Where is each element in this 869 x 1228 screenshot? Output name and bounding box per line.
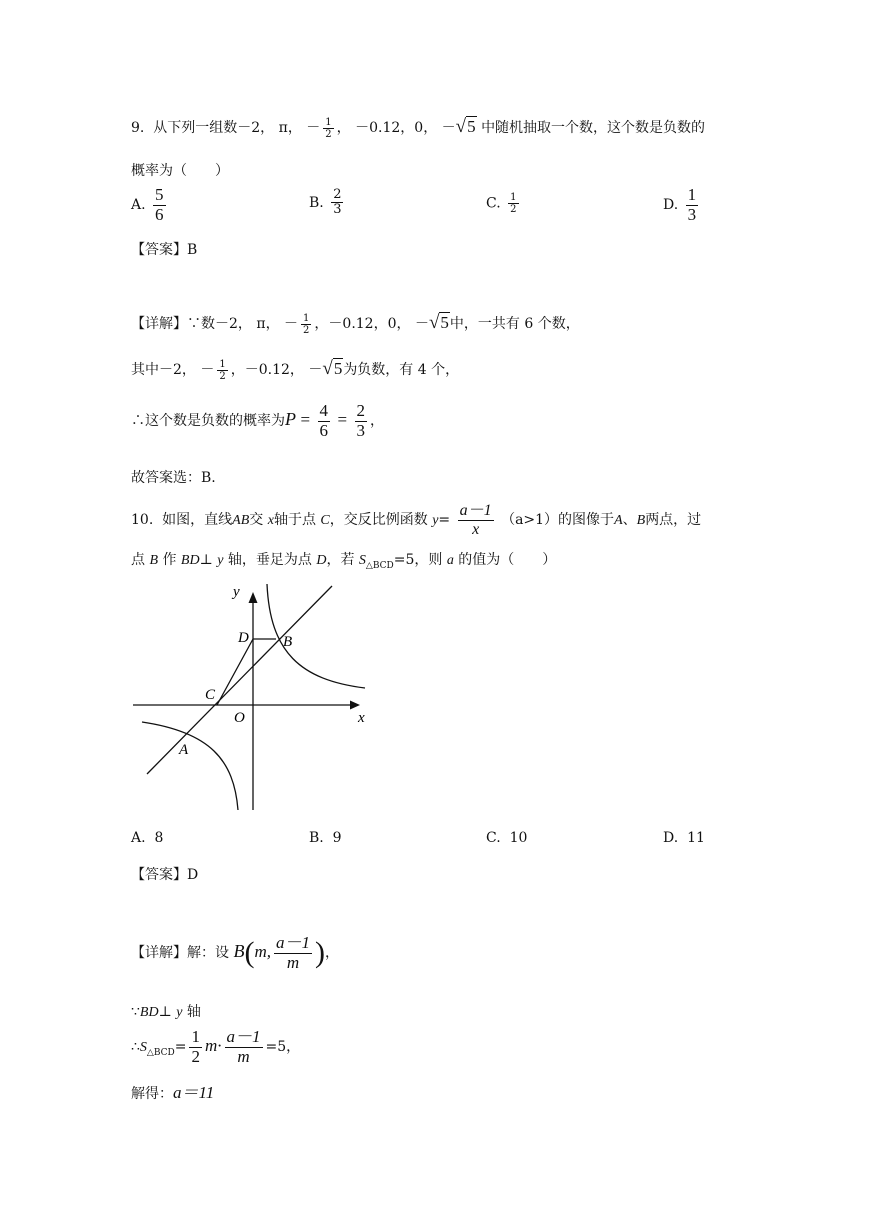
q10-figure bbox=[130, 582, 370, 812]
q9-option-a: A. $\frac{5}{6}$ bbox=[131, 185, 164, 224]
q9-option-d: D. $\frac{1}{3}$ bbox=[663, 185, 697, 224]
q10-answer: 【答案】D bbox=[131, 867, 199, 883]
q10-option-a: A. 8 bbox=[131, 830, 164, 846]
q9-number: 9. bbox=[131, 120, 145, 136]
line-ab bbox=[147, 586, 332, 774]
q9-stem-line1: 9. 从下列一组数－2， π， － $\frac{1}{2}$ ， －0.12，0， －√5 中随机抽取一个数，这个数是负数的 bbox=[131, 116, 706, 140]
y-axis-arrow bbox=[249, 592, 258, 603]
label-x: x bbox=[358, 710, 365, 726]
q10-detail-line4: 解得：a＝11 bbox=[131, 1083, 215, 1102]
label-a: A bbox=[179, 742, 189, 758]
fraction-half: $\frac{1}{2}$ bbox=[325, 116, 332, 140]
q10-stem-line2: 点 B 作 BD⊥ y 轴，垂足为点 D，若 $S_{\triangle BCD}=5$，则 a 的值为（ ） bbox=[131, 552, 557, 571]
hyperbola-branch-right bbox=[267, 584, 365, 688]
q10-stem-line1: 10. 如图，直线AB交 x轴于点 C，交反比例函数 y= $\frac{a-1}{x}$ （a>1）的图像于A、B两点，过 bbox=[131, 502, 702, 538]
q9-detail-line3: ∴这个数是负数的概率为P = $\frac{4}{6}$ = $\frac{2}{3}$ ， bbox=[131, 401, 384, 440]
q9-stem-line2: 概率为（ ） bbox=[131, 163, 229, 179]
q10-detail-line2: ∵BD⊥ y 轴 bbox=[131, 1004, 201, 1020]
label-o: O bbox=[234, 710, 245, 726]
q9-detail-line1: 【详解】∵数－2， π， － $\frac{1}{2}$ ，－0.12，0， －√5中，一共有 6 个数， bbox=[131, 312, 580, 336]
q10-detail-line3: $\therefore S_{\triangle BCD}=$ $\frac{1}{2}$ m· $\frac{a-1}{m}$ =5， bbox=[131, 1027, 301, 1066]
label-y: y bbox=[233, 584, 240, 600]
q10-detail-line1: 【详解】解：设 B(m, $\frac{a-1}{m}$ )， bbox=[131, 933, 339, 972]
q9-detail-line4: 故答案选：B. bbox=[131, 470, 216, 486]
q10-option-b: B. 9 bbox=[309, 830, 342, 846]
q10-option-c: C. 10 bbox=[486, 830, 528, 846]
q10-option-d: D. 11 bbox=[663, 830, 705, 846]
q9-option-c: C. $\frac{1}{2}$ bbox=[486, 192, 517, 215]
q9-answer: 【答案】B bbox=[131, 242, 198, 258]
label-d: D bbox=[238, 630, 249, 646]
hyperbola-branch-left bbox=[142, 722, 238, 810]
label-c: C bbox=[205, 687, 216, 703]
q9-detail-line2: 其中－2， － $\frac{1}{2}$ ，－0.12， －√5为负数，有 4 个， bbox=[131, 358, 460, 382]
q9-option-b: B. $\frac{2}{3}$ bbox=[309, 187, 342, 218]
x-axis-arrow bbox=[350, 701, 360, 710]
label-b: B bbox=[283, 634, 293, 650]
q10-number: 10. bbox=[131, 512, 154, 529]
sqrt-5: √5 bbox=[455, 116, 476, 137]
